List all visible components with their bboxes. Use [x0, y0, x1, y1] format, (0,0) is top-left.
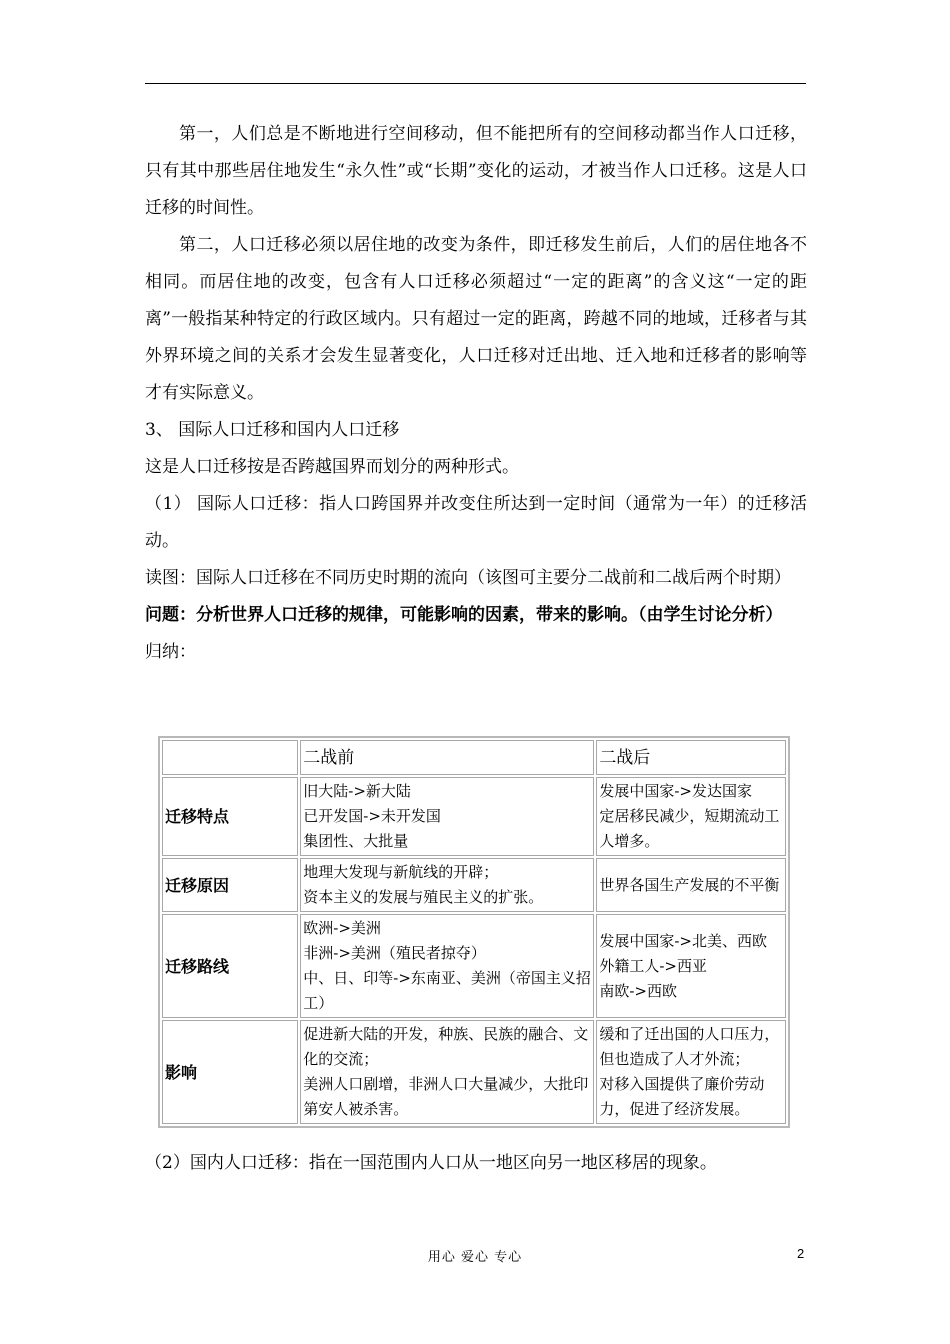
table-header-corner: [162, 740, 298, 775]
section-heading: 3、 国际人口迁移和国内人口迁移: [145, 420, 400, 440]
table-row: [162, 914, 786, 1018]
cell-line: 欧洲->美洲: [303, 919, 381, 937]
cell-line: 发展中国家->发达国家: [599, 782, 752, 800]
page-number: 2: [797, 1246, 805, 1261]
cell-before: [300, 914, 594, 1018]
cell-line: 中、日、印等->东南亚、美洲（帝国主义招工）: [303, 969, 591, 1012]
footer-motto: 用心 爱心 专心: [427, 1250, 523, 1265]
paragraph-spatial: 第二，人口迁移必须以居住地的改变为条件，即迁移发生前后，人们的居住地各不相同。而居住地的改变，包含有人口迁移必须超过“一定的距离”的含义这“一定的距离”一般指某种特定的行政区域内。只有超过一定的距离，跨越不同的地域，迁移者与其外界环境之间的关系才会发生显著变化，人口迁移对迁出地、迁入地和迁移者的影响等才有实际意义。: [145, 235, 807, 403]
table-header-row: [162, 740, 786, 775]
cell-line: 集团性、大批量: [303, 832, 409, 850]
cell-line: 美洲人口剧增，非洲人口大量减少，大批印第安人被杀害。: [303, 1075, 589, 1118]
row-label: 迁移原因: [162, 858, 298, 912]
paragraph-forms: 这是人口迁移按是否跨越国界而划分的两种形式。: [145, 457, 519, 477]
document-body: [145, 116, 807, 671]
cell-line: 外籍工人->西亚: [599, 956, 707, 975]
paragraph-temporal: 第一，人们总是不断地进行空间移动，但不能把所有的空间移动都当作人口迁移，只有其中那些居住地发生“永久性”或“长期”变化的运动，才被当作人口迁移。这是人口迁移的时间性。: [145, 124, 807, 218]
table-row: [162, 858, 786, 912]
cell-line: 资本主义的发展与殖民主义的扩张。: [303, 888, 544, 906]
row-label: 迁移特点: [162, 777, 298, 856]
table-row: [162, 777, 786, 856]
header-rule: [145, 83, 806, 84]
cell-before: [300, 858, 594, 912]
row-label: 迁移路线: [162, 914, 298, 1018]
cell-line: 南欧->西欧: [599, 981, 677, 1000]
table-row: [162, 1020, 786, 1124]
paragraph-international: （1） 国际人口迁移：指人口跨国界并改变住所达到一定时间（通常为一年）的迁移活动。: [145, 494, 807, 551]
cell-after: [596, 777, 786, 856]
cell-before: [300, 777, 594, 856]
summary-label: 归纳：: [145, 642, 196, 662]
cell-line: 地理大发现与新航线的开辟；: [303, 863, 499, 881]
paragraph-read-map: 读图：国际人口迁移在不同历史时期的流向（该图可主要分二战前和二战后两个时期）: [145, 568, 791, 588]
cell-after: [596, 858, 786, 912]
cell-line: 定居移民减少，短期流动工人增多。: [599, 807, 780, 850]
paragraph-domestic: （2）国内人口迁移：指在一国范围内人口从一地区向另一地区移居的现象。: [145, 1153, 717, 1173]
cell-after: [596, 914, 786, 1018]
cell-line: 已开发国->未开发国: [303, 807, 441, 825]
question-paragraph: 问题：分析世界人口迁移的规律，可能影响的因素，带来的影响。（由学生讨论分析）: [145, 605, 783, 625]
cell-line: 对移入国提供了廉价劳动力，促进了经济发展。: [599, 1075, 765, 1118]
cell-line: 发展中国家->北美、西欧: [599, 931, 767, 950]
cell-after: [596, 1020, 786, 1124]
row-label: 影响: [162, 1020, 298, 1124]
table-header-before: 二战前: [300, 740, 594, 775]
cell-line: 世界各国生产发展的不平衡: [599, 875, 780, 894]
cell-before: [300, 1020, 594, 1124]
table-header-after: 二战后: [596, 740, 786, 775]
cell-line: 缓和了迁出国的人口压力，但也造成了人才外流；: [599, 1025, 780, 1068]
migration-summary-table: [158, 736, 790, 1128]
cell-line: 旧大陆->新大陆: [303, 782, 411, 800]
cell-line: 促进新大陆的开发，种族、民族的融合、文化的交流；: [303, 1025, 589, 1068]
cell-line: 非洲->美洲（殖民者掠夺）: [303, 944, 486, 962]
